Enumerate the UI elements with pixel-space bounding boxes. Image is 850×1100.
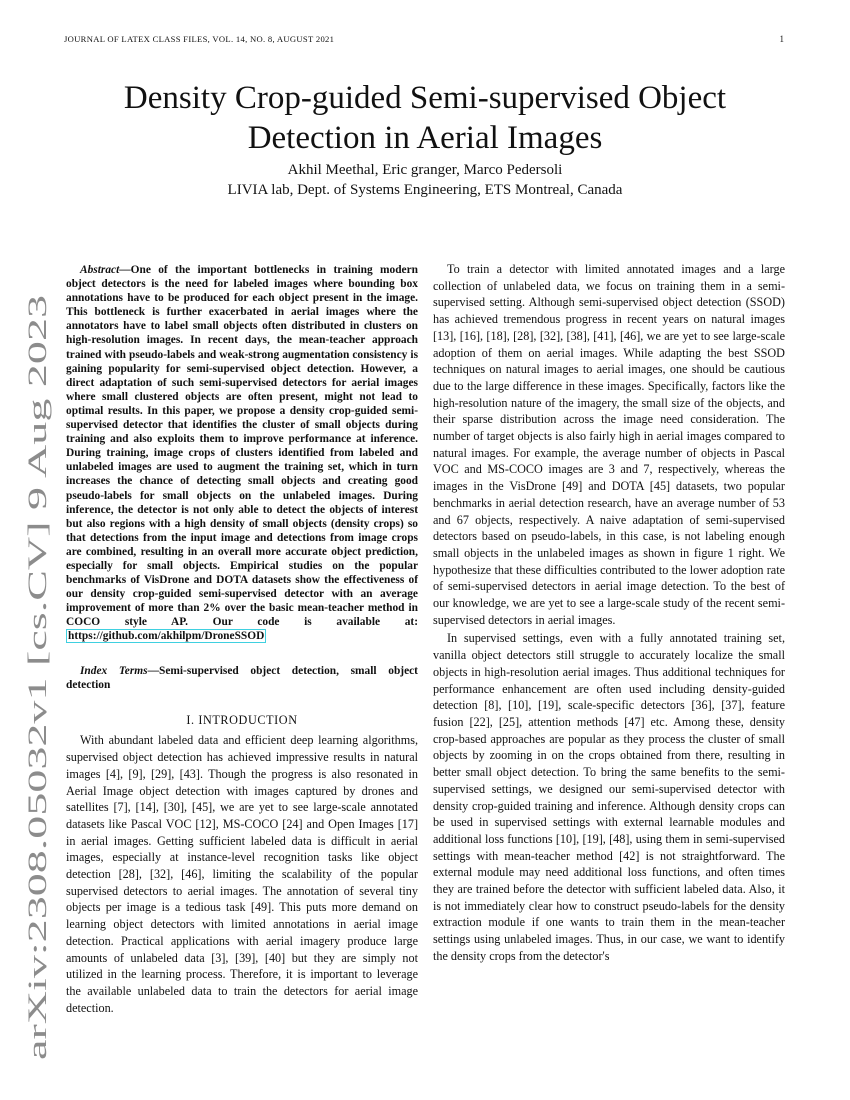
- left-column: [66, 263, 418, 1016]
- index-terms-label: Index Terms: [80, 664, 148, 677]
- paper-title: Density Crop-guided Semi-supervised Object Detection in Aerial Images: [123, 80, 727, 156]
- intro-paragraph: With abundant labeled data and efficient deep learning algorithms, supervised object detection has achieved impressive results in natural images [4], [9], [29], [43]. Though the progress is also resonated in Aerial Image object detection with images captured by drones and satellites [7], [14], [30], [45], we are yet to see large-scale annotated datasets like Pascal VOC [12], MS-COCO [24] and Open Images [17] in aerial images. Getting sufficient labeled data is difficult in aerial images, especially at instance-level recognition tasks like object detection [28], [32], [46], limiting the scalability of the popular supervised detectors to aerial images. The annotation of several tiny objects per image is a tedious task [49]. This puts more demand on learning object detectors with limited annotations in aerial image detection. Practical applications with aerial imagery produce large amounts of unlabeled data [3], [39], [40] but they are simply not utilized in the learning process. Therefore, it is important to leverage the available unlabeled data to train the detectors for aerial image detection.: [66, 733, 418, 1015]
- paper-affiliation: LIVIA lab, Dept. of Systems Engineering, ETS Montreal, Canada: [227, 182, 623, 198]
- paper-authors: Akhil Meethal, Eric granger, Marco Pedersoli: [287, 162, 563, 178]
- section-heading-introduction: I. INTRODUCTION: [186, 712, 298, 727]
- body-paragraph: To train a detector with limited annotated images and a large collection of unlabeled data, we focus on training them in a semi-supervised setting. Although semi-supervised object detection (SSOD) has achieved tremendous progress in recent years on natural images [13], [16], [18], [28], [32], [38], [41], [46], we are yet to see large-scale adoption of them on aerial images. While adapting the best SSOD techniques on natural images to aerial images, one should be cautious due to the large difference in these images. Specifically, factors like the high-resolution nature of the imagery, the small size of the objects, and their sparse distribution across the image need consideration. The number of target objects is also fairly high in aerial images compared to natural images. For example, the average number of objects in Pascal VOC and MS-COCO images are 3 and 7, respectively, whereas the images in the VisDrone [49] and DOTA [45] datasets, two popular benchmarks in aerial detection research, have an average number of 53 and 67 objects, respectively. A naive adaptation of semi-supervised detectors based on pseudo-labels, in this case, is not labeling enough small objects in the unlabeled images as shown in figure 1 right. We hypothesize that these difficulties contributed to the lower adoption rate of semi-supervised detectors in aerial image detection. To the best of our knowledge, we are yet to see a large-scale study of the recent semi-supervised detectors in aerial images.: [433, 262, 785, 627]
- arxiv-stamp-text: arXiv:2308.05032v1 [cs.CV] 9 Aug 2023: [23, 628, 52, 1060]
- right-column: [433, 261, 785, 965]
- abstract: [66, 263, 418, 644]
- body-paragraph: In supervised settings, even with a fully annotated training set, vanilla object detectors still struggle to accurately localize the small objects in high-resolution aerial images. Thus additional techniques for performance enhancement are often used including density-guided detection [8], [10], [19], scale-specific detectors [36], [37], feature fusion [22], [25], attention methods [47] etc. Among these, density crop-based approaches are popular as they process the cluster of small objects by zooming in on the crops obtained from there, resulting in better small object detection. To bring the same benefits to the semi-supervised settings, we designed our semi-supervised detector with density crop-guided training and inference. Although density crops can be used in supervised settings with external learnable modules and additional loss functions [10], [19], [48], using them in semi-supervised settings with mean-teacher method [42] is not straightforward. The external module may need additional loss functions, and often times they are trained before the detector with sufficient labeled data. Also, it is not immediately clear how to construct pseudo-labels for the density extraction module if one wants to train them in the mean-teacher settings using unlabeled images. Thus, in our case, we want to identify the density crops from the detector's: [433, 631, 785, 963]
- arxiv-side-stamp: [12, 290, 60, 1090]
- abstract-body: —One of the important bottlenecks in training modern object detectors is the need for labeled images where bounding box annotations have to be produced for each object present in the image. This bottleneck is further exacerbated in aerial images where the annotators have to label small objects often distributed in clusters on high-resolution images. In recent days, the mean-teacher approach trained with pseudo-labels and weak-strong augmentation consistency is gaining popularity for semi-supervised object detection. However, a direct adaptation of such semi-supervised detectors for aerial images where small clustered objects are often present, might not lead to optimal results. In this paper, we propose a density crop-guided semi-supervised detector that identifies the cluster of small objects during training and also exploits them to improve performance at inference. During training, image crops of clusters identified from labeled and unlabeled images are used to augment the training set, which in turn increases the chance of detecting small objects and creating good pseudo-labels for small objects on the unlabeled images. During inference, the detector is not only able to detect the objects of interest but also regions with a high density of small objects (density crops) so that detections from the input image and detections from image crops are combined, resulting in an overall more accurate object prediction, especially for small objects. Empirical studies on the popular benchmarks of VisDrone and DOTA datasets show the effectiveness of our density crop-guided semi-supervised detector with an average improvement of more than 2% over the basic mean-teacher method in COCO style AP. Our code is available at:: [66, 264, 418, 629]
- index-terms-body: —Semi-supervised object detection, small object detection: [66, 664, 418, 691]
- abstract-label: Abstract: [80, 264, 120, 276]
- code-link[interactable]: https://github.com/akhilpm/DroneSSOD: [68, 630, 265, 643]
- page-number: 1: [779, 34, 784, 44]
- index-terms: [66, 664, 418, 692]
- running-header: JOURNAL OF LATEX CLASS FILES, VOL. 14, NO. 8, AUGUST 2021: [64, 34, 335, 44]
